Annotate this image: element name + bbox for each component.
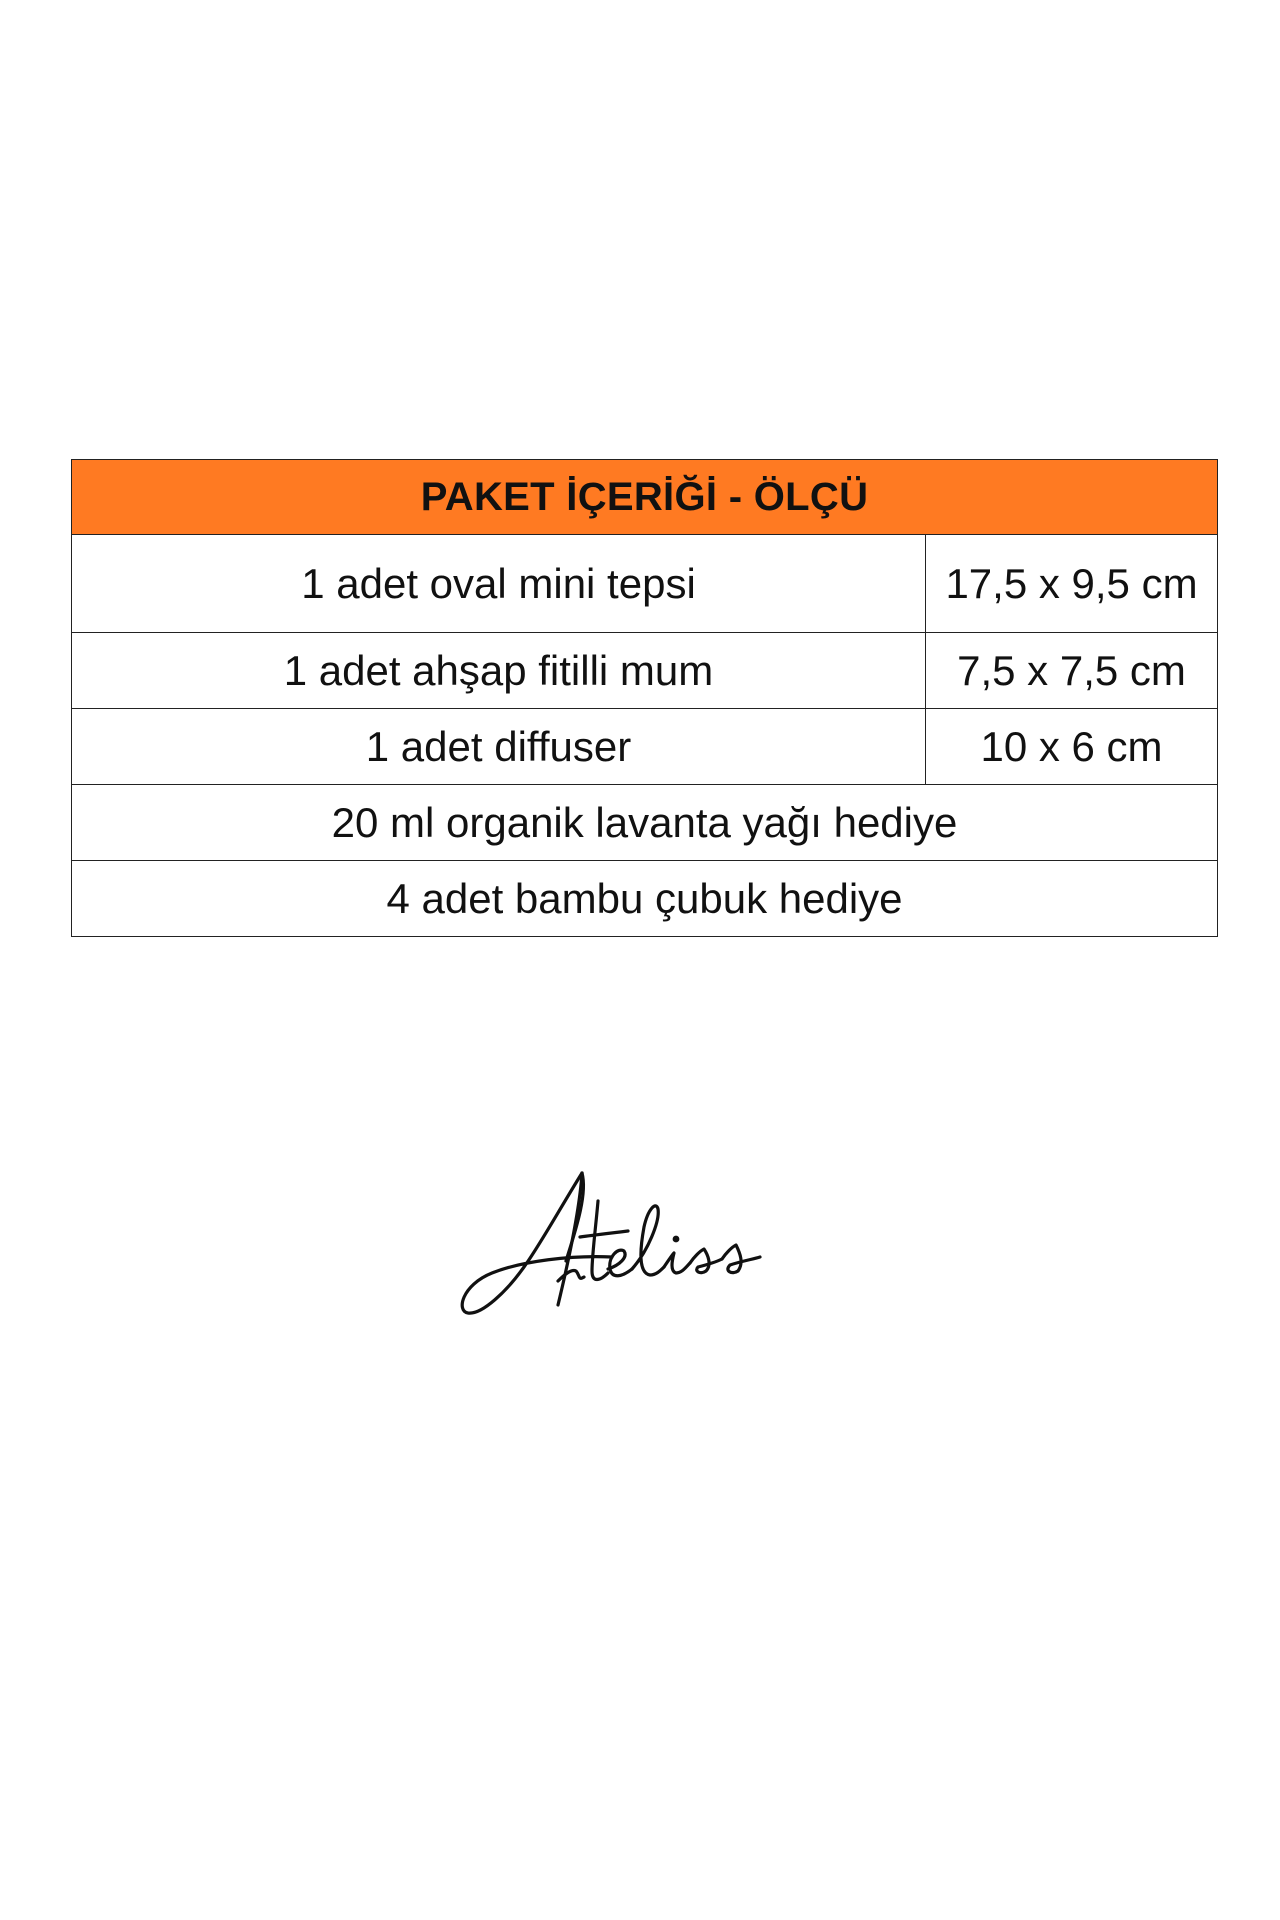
size-cell: 7,5 x 7,5 cm	[926, 633, 1218, 709]
table-row	[72, 785, 1218, 861]
table-row	[72, 709, 1218, 785]
item-cell: 1 adet diffuser	[72, 709, 926, 785]
table-row	[72, 861, 1218, 937]
table-header-row	[72, 460, 1218, 535]
brand-signature-logo	[462, 1165, 812, 1330]
item-cell: 1 adet ahşap fitilli mum	[72, 633, 926, 709]
signature-logo-icon	[462, 1165, 812, 1330]
size-cell: 17,5 x 9,5 cm	[926, 535, 1218, 633]
size-cell: 10 x 6 cm	[926, 709, 1218, 785]
item-cell: 20 ml organik lavanta yağı hediye	[72, 785, 1218, 861]
item-cell: 4 adet bambu çubuk hediye	[72, 861, 1218, 937]
table-title: PAKET İÇERİĞİ - ÖLÇÜ	[72, 460, 1218, 535]
table-row	[72, 633, 1218, 709]
item-cell: 1 adet oval mini tepsi	[72, 535, 926, 633]
table-row	[72, 535, 1218, 633]
package-contents-table	[71, 459, 1218, 937]
